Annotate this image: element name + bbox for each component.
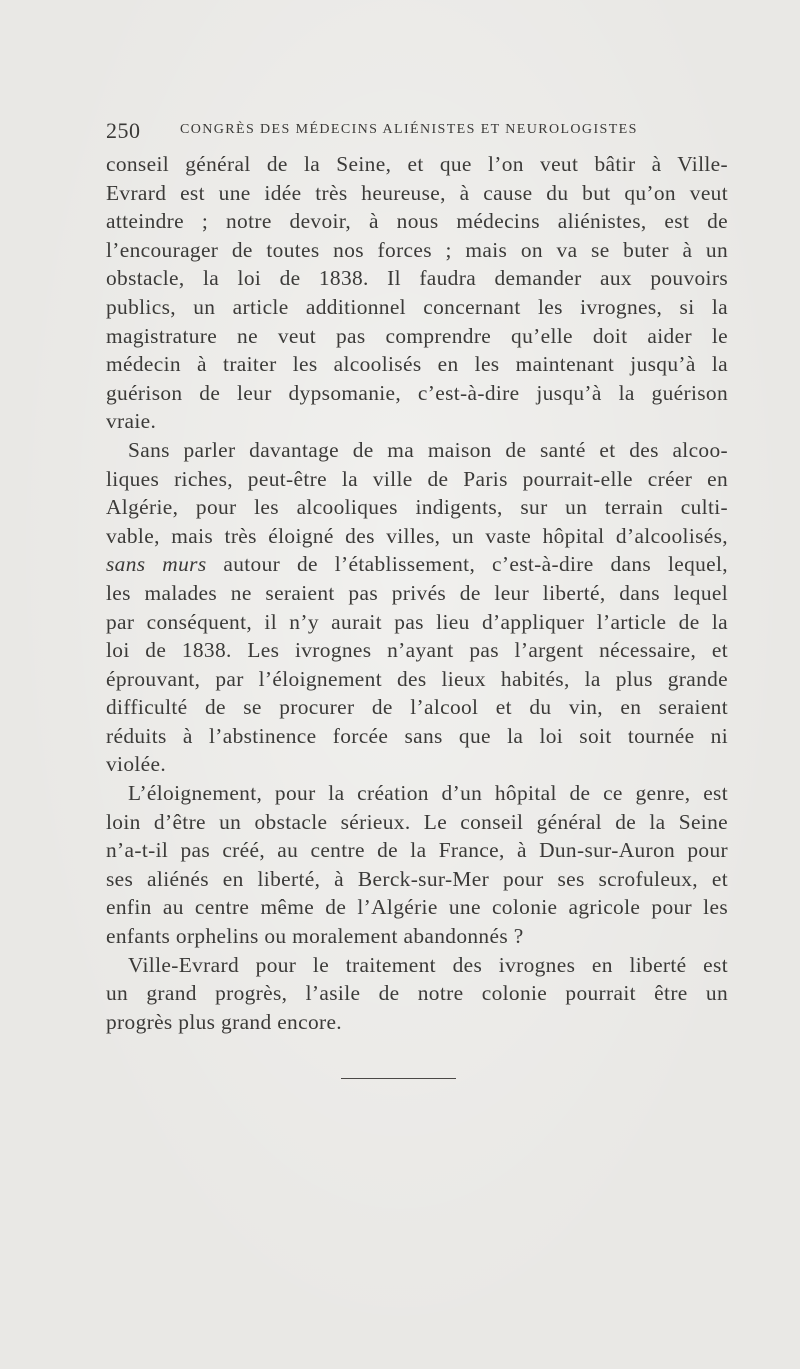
- text-line: Ville-Evrard pour le traitement des ivrognes en liberté est: [128, 952, 728, 977]
- text-line: atteindre ; notre devoir, à nous médecins aliénistes, est de: [106, 209, 728, 234]
- italic-phrase: sans murs: [106, 552, 207, 577]
- text-line: un grand progrès, l’asile de notre colonie pourrait être un: [106, 981, 728, 1006]
- text-line: loi de 1838. Les ivrognes n’ayant pas l’argent nécessaire, et: [106, 638, 728, 663]
- page-number: 250: [106, 118, 141, 143]
- text-line: réduits à l’abstinence forcée sans que la loi soit tournée ni: [106, 723, 728, 748]
- text-line: enfants orphelins ou moralement abandonnés ?: [106, 924, 524, 949]
- paragraph-3: [106, 779, 728, 951]
- text-line: progrès plus grand encore.: [106, 1009, 342, 1034]
- text-line: loin d’être un obstacle sérieux. Le conseil général de la Seine: [106, 809, 728, 834]
- text-line: médecin à traiter les alcoolisés en les maintenant jusqu’à la: [106, 352, 728, 377]
- body-text: [106, 150, 728, 1036]
- text-line: ses aliénés en liberté, à Berck-sur-Mer pour ses scrofuleux, et: [106, 866, 728, 891]
- text-line-with-italic: [106, 550, 728, 579]
- text-line: obstacle, la loi de 1838. Il faudra demander aux pouvoirs: [106, 266, 728, 291]
- text-line: éprouvant, par l’éloignement des lieux habités, la plus grande: [106, 666, 728, 691]
- section-end-rule: [341, 1078, 456, 1079]
- text-line: publics, un article additionnel concernant les ivrognes, si la: [106, 294, 728, 319]
- text-line: n’a-t-il pas créé, au centre de la France, à Dun-sur-Auron pour: [106, 838, 728, 863]
- text-line: L’éloignement, pour la création d’un hôpital de ce genre, est: [128, 781, 728, 806]
- text-line: conseil général de la Seine, et que l’on veut bâtir à Ville-: [106, 152, 728, 176]
- text-line: magistrature ne veut pas comprendre qu’elle doit aider le: [106, 323, 728, 348]
- text-line: vable, mais très éloigné des villes, un vaste hôpital d’alcoolisés,: [106, 523, 728, 548]
- text-line: guérison de leur dypsomanie, c’est-à-dire jusqu’à la guérison: [106, 380, 728, 405]
- text-line: par conséquent, il n’y aurait pas lieu d’appliquer l’article de la: [106, 609, 728, 634]
- paragraph-2: [106, 436, 728, 779]
- paragraph-4: [106, 951, 728, 1037]
- paragraph-1: [106, 150, 728, 436]
- text-line-rest: autour de l’établissement, c’est-à-dire dans lequel,: [223, 552, 729, 577]
- text-line: vraie.: [106, 409, 157, 434]
- text-line: liques riches, peut-être la ville de Paris pourrait-elle créer en: [106, 466, 728, 491]
- running-head: CONGRÈS DES MÉDECINS ALIÉNISTES ET NEUROLOGISTES: [180, 122, 638, 137]
- text-line: l’encourager de toutes nos forces ; mais on va se buter à un: [106, 237, 728, 262]
- text-line: violée.: [106, 752, 167, 777]
- text-line: enfin au centre même de l’Algérie une colonie agricole pour les: [106, 895, 728, 920]
- page-header: [106, 118, 666, 148]
- text-line: Algérie, pour les alcooliques indigents, sur un terrain culti-: [106, 495, 728, 520]
- text-line: Evrard est une idée très heureuse, à cause du but qu’on veut: [106, 180, 728, 205]
- text-line: Sans parler davantage de ma maison de santé et des alcoo-: [128, 437, 728, 462]
- text-line: les malades ne seraient pas privés de leur liberté, dans lequel: [106, 580, 728, 605]
- text-line: difficulté de se procurer de l’alcool et du vin, en seraient: [106, 695, 728, 720]
